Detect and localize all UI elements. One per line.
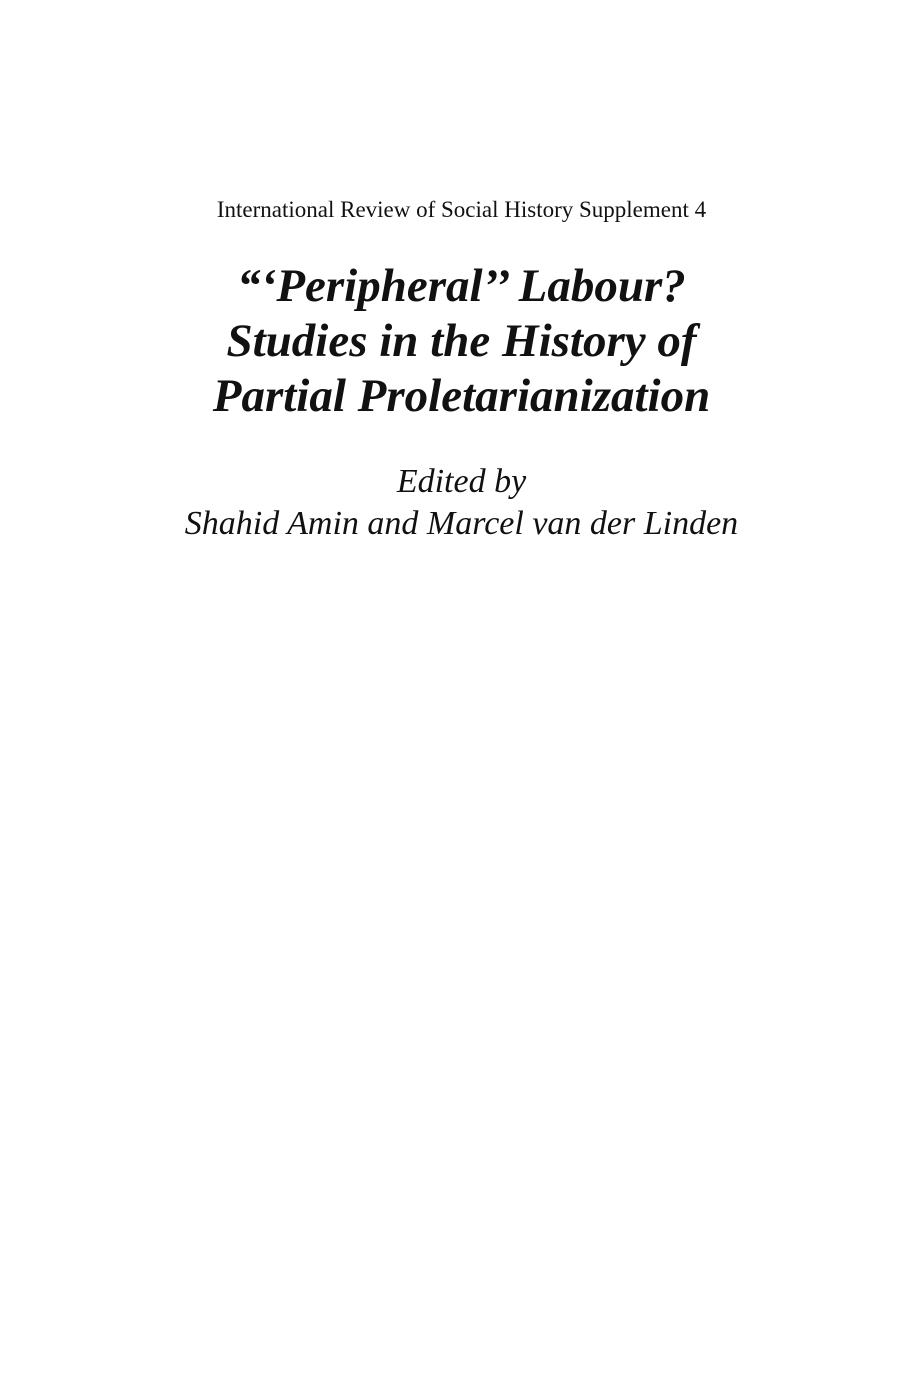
title-line-2: Studies in the History of bbox=[226, 315, 697, 367]
title-line-1: “‘Peripheral’’ Labour? bbox=[237, 260, 686, 312]
series-line: International Review of Social History Supplement 4 bbox=[216, 197, 707, 222]
book-title bbox=[0, 259, 923, 424]
editors-block bbox=[0, 461, 923, 545]
title-line-3: Partial Proletarianization bbox=[212, 370, 711, 422]
editor-names: Shahid Amin and Marcel van der Linden bbox=[184, 505, 739, 542]
edited-by-label: Edited by bbox=[396, 463, 527, 500]
